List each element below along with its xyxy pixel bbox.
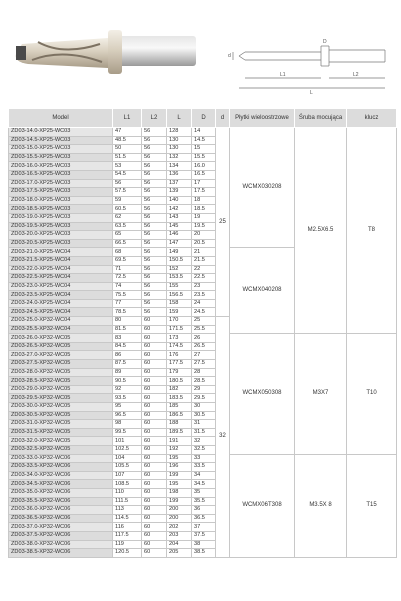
cell-D: 36	[192, 506, 216, 515]
cell-D: 17	[192, 179, 216, 188]
cell-D: 24.5	[192, 308, 216, 317]
cell-screw: M2.5X6.5	[295, 128, 347, 334]
cell-l2: 56	[142, 153, 167, 162]
cell-model: ZD03-25.0-XP32-WC04	[9, 317, 113, 326]
cell-model: ZD03-24.0-XP25-WC04	[9, 299, 113, 308]
cell-model: ZD03-34.0-XP32-WC06	[9, 471, 113, 480]
header-l2: L2	[142, 109, 167, 128]
header-l1: L1	[113, 109, 142, 128]
cell-l1: 116	[113, 523, 142, 532]
cell-l: 180.5	[167, 377, 192, 386]
cell-D: 26	[192, 334, 216, 343]
cell-l1: 74	[113, 282, 142, 291]
cell-l: 204	[167, 540, 192, 549]
cell-l2: 56	[142, 170, 167, 179]
cell-l1: 86	[113, 351, 142, 360]
cell-model: ZD03-30.0-XP32-WC05	[9, 403, 113, 412]
cell-l: 202	[167, 523, 192, 532]
cell-l1: 71	[113, 265, 142, 274]
cell-model: ZD03-25.5-XP32-WC04	[9, 325, 113, 334]
cell-D: 35	[192, 488, 216, 497]
cell-l: 199	[167, 471, 192, 480]
cell-l: 156.5	[167, 291, 192, 300]
header-inserts: Płytki wieloostrzowe	[230, 109, 295, 128]
cell-D: 27.5	[192, 360, 216, 369]
cell-l2: 60	[142, 411, 167, 420]
cell-l2: 60	[142, 368, 167, 377]
table-header-row	[9, 109, 397, 128]
cell-l2: 56	[142, 136, 167, 145]
cell-model: ZD03-26.5-XP32-WC05	[9, 342, 113, 351]
cell-D: 18	[192, 196, 216, 205]
table-row	[9, 128, 397, 137]
cell-key: T15	[347, 454, 397, 557]
cell-l2: 56	[142, 145, 167, 154]
cell-l1: 101	[113, 437, 142, 446]
cell-D: 31	[192, 420, 216, 429]
cell-l: 130	[167, 136, 192, 145]
cell-l2: 56	[142, 213, 167, 222]
cell-l1: 89	[113, 368, 142, 377]
cell-l1: 104	[113, 454, 142, 463]
cell-D: 22	[192, 265, 216, 274]
cell-l2: 60	[142, 471, 167, 480]
label-L2: L2	[353, 72, 359, 78]
cell-l1: 47	[113, 128, 142, 137]
cell-l1: 119	[113, 540, 142, 549]
cell-model: ZD03-37.0-XP32-WC06	[9, 523, 113, 532]
cell-l2: 60	[142, 342, 167, 351]
cell-l1: 65	[113, 231, 142, 240]
cell-l2: 60	[142, 445, 167, 454]
cell-D: 20	[192, 231, 216, 240]
cell-l1: 98	[113, 420, 142, 429]
cell-l1: 96.5	[113, 411, 142, 420]
cell-model: ZD03-16.0-XP25-WC03	[9, 162, 113, 171]
cell-screw: M3X7	[295, 334, 347, 454]
cell-l1: 117.5	[113, 531, 142, 540]
cell-D: 16.0	[192, 162, 216, 171]
cell-model: ZD03-33.0-XP32-WC06	[9, 454, 113, 463]
cell-l2: 56	[142, 205, 167, 214]
cell-l: 150.5	[167, 256, 192, 265]
cell-l2: 60	[142, 454, 167, 463]
cell-l2: 60	[142, 523, 167, 532]
cell-l: 192	[167, 445, 192, 454]
cell-l2: 60	[142, 531, 167, 540]
cell-l1: 111.5	[113, 497, 142, 506]
cell-l1: 77	[113, 299, 142, 308]
cell-model: ZD03-30.5-XP32-WC05	[9, 411, 113, 420]
cell-D: 26.5	[192, 342, 216, 351]
cell-D: 35.5	[192, 497, 216, 506]
cell-l2: 60	[142, 437, 167, 446]
cell-l1: 102.5	[113, 445, 142, 454]
cell-l1: 59	[113, 196, 142, 205]
cell-model: ZD03-38.0-XP32-WC06	[9, 540, 113, 549]
cell-l1: 113	[113, 506, 142, 515]
cell-l2: 60	[142, 506, 167, 515]
cell-l1: 68	[113, 248, 142, 257]
cell-model: ZD03-35.0-XP32-WC06	[9, 488, 113, 497]
cell-D: 33	[192, 454, 216, 463]
cell-D: 32	[192, 437, 216, 446]
cell-D: 29	[192, 385, 216, 394]
cell-D: 21	[192, 248, 216, 257]
cell-model: ZD03-36.0-XP32-WC06	[9, 506, 113, 515]
cell-l1: 107	[113, 471, 142, 480]
cell-l: 171.5	[167, 325, 192, 334]
cell-D: 30	[192, 403, 216, 412]
cell-l: 200	[167, 514, 192, 523]
cell-l2: 56	[142, 248, 167, 257]
cell-l2: 60	[142, 317, 167, 326]
cell-l2: 56	[142, 299, 167, 308]
cell-model: ZD03-15.0-XP25-WC03	[9, 145, 113, 154]
cell-D: 21.5	[192, 256, 216, 265]
cell-D: 32.5	[192, 445, 216, 454]
cell-model: ZD03-28.5-XP32-WC05	[9, 377, 113, 386]
cell-l2: 56	[142, 188, 167, 197]
cell-model: ZD03-27.5-XP32-WC05	[9, 360, 113, 369]
cell-l: 179	[167, 368, 192, 377]
cell-l: 153.5	[167, 274, 192, 283]
cell-D: 15.5	[192, 153, 216, 162]
cell-l1: 87.5	[113, 360, 142, 369]
cell-l1: 105.5	[113, 463, 142, 472]
cell-insert: WCMX040208	[230, 248, 295, 334]
cell-l: 186.5	[167, 411, 192, 420]
cell-l1: 110	[113, 488, 142, 497]
cell-l1: 60.5	[113, 205, 142, 214]
cell-l1: 56	[113, 179, 142, 188]
cell-l2: 56	[142, 256, 167, 265]
cell-l: 159	[167, 308, 192, 317]
cell-model: ZD03-33.5-XP32-WC06	[9, 463, 113, 472]
cell-l: 196	[167, 463, 192, 472]
cell-D: 34	[192, 471, 216, 480]
cell-l1: 80	[113, 317, 142, 326]
cell-l2: 56	[142, 222, 167, 231]
cell-model: ZD03-22.0-XP25-WC04	[9, 265, 113, 274]
cell-model: ZD03-19.0-XP25-WC03	[9, 213, 113, 222]
cell-l: 128	[167, 128, 192, 137]
cell-l2: 60	[142, 377, 167, 386]
cell-l1: 78.5	[113, 308, 142, 317]
cell-l: 191	[167, 437, 192, 446]
cell-D: 34.5	[192, 480, 216, 489]
cell-D: 37	[192, 523, 216, 532]
cell-l1: 69.5	[113, 256, 142, 265]
cell-l2: 56	[142, 291, 167, 300]
cell-l1: 108.5	[113, 480, 142, 489]
cell-l: 140	[167, 196, 192, 205]
header-key: klucz	[347, 109, 397, 128]
cell-model: ZD03-15.5-XP25-WC03	[9, 153, 113, 162]
cell-l: 139	[167, 188, 192, 197]
cell-l: 145	[167, 222, 192, 231]
cell-model: ZD03-18.5-XP25-WC03	[9, 205, 113, 214]
cell-l: 152	[167, 265, 192, 274]
label-L: L	[310, 90, 313, 94]
cell-l1: 50	[113, 145, 142, 154]
cell-l1: 95	[113, 403, 142, 412]
cell-D: 17.5	[192, 188, 216, 197]
cell-model: ZD03-16.5-XP25-WC03	[9, 170, 113, 179]
cell-l1: 66.5	[113, 239, 142, 248]
cell-l1: 83	[113, 334, 142, 343]
cell-D: 28	[192, 368, 216, 377]
cell-l1: 120.5	[113, 549, 142, 558]
cell-shank-diameter: 25	[216, 128, 230, 317]
cell-l1: 75.5	[113, 291, 142, 300]
cell-D: 31.5	[192, 428, 216, 437]
cell-l2: 60	[142, 514, 167, 523]
product-header	[0, 0, 401, 108]
cell-l2: 60	[142, 497, 167, 506]
cell-D: 14	[192, 128, 216, 137]
cell-l2: 60	[142, 540, 167, 549]
cell-l1: 114.5	[113, 514, 142, 523]
cell-D: 18.5	[192, 205, 216, 214]
cell-D: 38	[192, 540, 216, 549]
cell-key: T8	[347, 128, 397, 334]
cell-model: ZD03-19.5-XP25-WC03	[9, 222, 113, 231]
cell-l2: 60	[142, 360, 167, 369]
header-l: L	[167, 109, 192, 128]
cell-l: 130	[167, 145, 192, 154]
cell-l2: 60	[142, 428, 167, 437]
table-row	[9, 334, 397, 343]
cell-D: 36.5	[192, 514, 216, 523]
cell-D: 28.5	[192, 377, 216, 386]
table-row	[9, 454, 397, 463]
cell-l2: 60	[142, 480, 167, 489]
cell-l: 158	[167, 299, 192, 308]
cell-model: ZD03-34.5-XP32-WC06	[9, 480, 113, 489]
cell-D: 16.5	[192, 170, 216, 179]
cell-l: 137	[167, 179, 192, 188]
cell-D: 30.5	[192, 411, 216, 420]
cell-model: ZD03-14.0-XP25-WC03	[9, 128, 113, 137]
cell-l2: 56	[142, 239, 167, 248]
cell-D: 23	[192, 282, 216, 291]
cell-model: ZD03-21.0-XP25-WC04	[9, 248, 113, 257]
cell-l2: 60	[142, 385, 167, 394]
cell-l2: 56	[142, 274, 167, 283]
cell-l: 198	[167, 488, 192, 497]
cell-model: ZD03-17.0-XP25-WC03	[9, 179, 113, 188]
cell-l1: 63.5	[113, 222, 142, 231]
cell-model: ZD03-37.5-XP32-WC06	[9, 531, 113, 540]
cell-l: 189.5	[167, 428, 192, 437]
cell-model: ZD03-32.0-XP32-WC05	[9, 437, 113, 446]
cell-l2: 56	[142, 265, 167, 274]
cell-l1: 62	[113, 213, 142, 222]
cell-model: ZD03-29.0-XP32-WC05	[9, 385, 113, 394]
cell-model: ZD03-20.0-XP25-WC03	[9, 231, 113, 240]
cell-l: 134	[167, 162, 192, 171]
cell-key: T10	[347, 334, 397, 454]
cell-model: ZD03-28.0-XP32-WC05	[9, 368, 113, 377]
cell-D: 25.5	[192, 325, 216, 334]
cell-D: 27	[192, 351, 216, 360]
cell-l2: 60	[142, 325, 167, 334]
cell-l: 205	[167, 549, 192, 558]
drill-image	[8, 22, 208, 92]
cell-l: 195	[167, 454, 192, 463]
cell-l: 142	[167, 205, 192, 214]
cell-D: 14.5	[192, 136, 216, 145]
cell-l1: 84.5	[113, 342, 142, 351]
cell-model: ZD03-23.5-XP25-WC04	[9, 291, 113, 300]
cell-l1: 92	[113, 385, 142, 394]
cell-l2: 60	[142, 403, 167, 412]
cell-insert: WCMX050308	[230, 334, 295, 454]
cell-l: 143	[167, 213, 192, 222]
drill-spec-table	[8, 108, 397, 558]
cell-model: ZD03-27.0-XP32-WC05	[9, 351, 113, 360]
cell-l1: 51.5	[113, 153, 142, 162]
cell-l1: 57.5	[113, 188, 142, 197]
cell-D: 37.5	[192, 531, 216, 540]
header-d: d	[216, 109, 230, 128]
cell-model: ZD03-14.5-XP25-WC03	[9, 136, 113, 145]
label-L1: L1	[280, 72, 286, 78]
cell-l: 147	[167, 239, 192, 248]
cell-D: 38.5	[192, 549, 216, 558]
cell-model: ZD03-31.0-XP32-WC05	[9, 420, 113, 429]
cell-l2: 60	[142, 463, 167, 472]
cell-l1: 53	[113, 162, 142, 171]
cell-D: 22.5	[192, 274, 216, 283]
cell-D: 20.5	[192, 239, 216, 248]
cell-l: 199	[167, 497, 192, 506]
cell-screw: M3.5X 8	[295, 454, 347, 557]
cell-l1: 99.5	[113, 428, 142, 437]
cell-model: ZD03-35.5-XP32-WC06	[9, 497, 113, 506]
cell-l2: 56	[142, 308, 167, 317]
cell-l: 176	[167, 351, 192, 360]
cell-model: ZD03-17.5-XP25-WC03	[9, 188, 113, 197]
cell-model: ZD03-23.0-XP25-WC04	[9, 282, 113, 291]
cell-D: 24	[192, 299, 216, 308]
cell-l: 182	[167, 385, 192, 394]
cell-l: 185	[167, 403, 192, 412]
drill-dimension-diagram	[225, 28, 395, 94]
cell-l1: 54.5	[113, 170, 142, 179]
cell-model: ZD03-29.5-XP32-WC05	[9, 394, 113, 403]
cell-model: ZD03-31.5-XP32-WC05	[9, 428, 113, 437]
cell-l: 200	[167, 506, 192, 515]
cell-l2: 60	[142, 549, 167, 558]
cell-insert: WCMX06T308	[230, 454, 295, 557]
label-D: D	[323, 39, 327, 45]
cell-l: 195	[167, 480, 192, 489]
cell-l2: 56	[142, 162, 167, 171]
cell-model: ZD03-38.5-XP32-WC06	[9, 549, 113, 558]
cell-l: 173	[167, 334, 192, 343]
cell-l1: 48.5	[113, 136, 142, 145]
cell-l: 183.5	[167, 394, 192, 403]
cell-l2: 56	[142, 128, 167, 137]
cell-l: 177.5	[167, 360, 192, 369]
cell-l2: 56	[142, 231, 167, 240]
cell-l: 203	[167, 531, 192, 540]
cell-model: ZD03-20.5-XP25-WC03	[9, 239, 113, 248]
cell-l2: 60	[142, 334, 167, 343]
cell-model: ZD03-18.0-XP25-WC03	[9, 196, 113, 205]
cell-shank-diameter: 32	[216, 317, 230, 558]
cell-l: 146	[167, 231, 192, 240]
cell-D: 29.5	[192, 394, 216, 403]
cell-model: ZD03-21.5-XP25-WC04	[9, 256, 113, 265]
cell-l2: 56	[142, 179, 167, 188]
cell-D: 25	[192, 317, 216, 326]
cell-l: 132	[167, 153, 192, 162]
cell-model: ZD03-24.5-XP25-WC04	[9, 308, 113, 317]
cell-l1: 72.5	[113, 274, 142, 283]
cell-insert: WCMX030208	[230, 128, 295, 248]
table-body	[9, 128, 397, 558]
cell-model: ZD03-22.5-XP25-WC04	[9, 274, 113, 283]
cell-l: 136	[167, 170, 192, 179]
cell-D: 23.5	[192, 291, 216, 300]
cell-l1: 81.5	[113, 325, 142, 334]
cell-D: 19	[192, 213, 216, 222]
cell-D: 33.5	[192, 463, 216, 472]
cell-model: ZD03-32.5-XP32-WC05	[9, 445, 113, 454]
cell-l2: 56	[142, 282, 167, 291]
label-d: d	[228, 53, 231, 59]
cell-l2: 60	[142, 488, 167, 497]
cell-l2: 60	[142, 420, 167, 429]
cell-l1: 93.5	[113, 394, 142, 403]
cell-l: 155	[167, 282, 192, 291]
cell-l2: 60	[142, 351, 167, 360]
cell-l2: 56	[142, 196, 167, 205]
cell-l: 149	[167, 248, 192, 257]
cell-model: ZD03-26.0-XP32-WC05	[9, 334, 113, 343]
cell-D: 15	[192, 145, 216, 154]
cell-model: ZD03-36.5-XP32-WC06	[9, 514, 113, 523]
cell-l: 170	[167, 317, 192, 326]
header-D: D	[192, 109, 216, 128]
cell-D: 19.5	[192, 222, 216, 231]
cell-l: 174.5	[167, 342, 192, 351]
header-screw: Śruba mocująca	[295, 109, 347, 128]
header-model: Model	[9, 109, 113, 128]
cell-l1: 90.5	[113, 377, 142, 386]
cell-l2: 60	[142, 394, 167, 403]
cell-l: 188	[167, 420, 192, 429]
